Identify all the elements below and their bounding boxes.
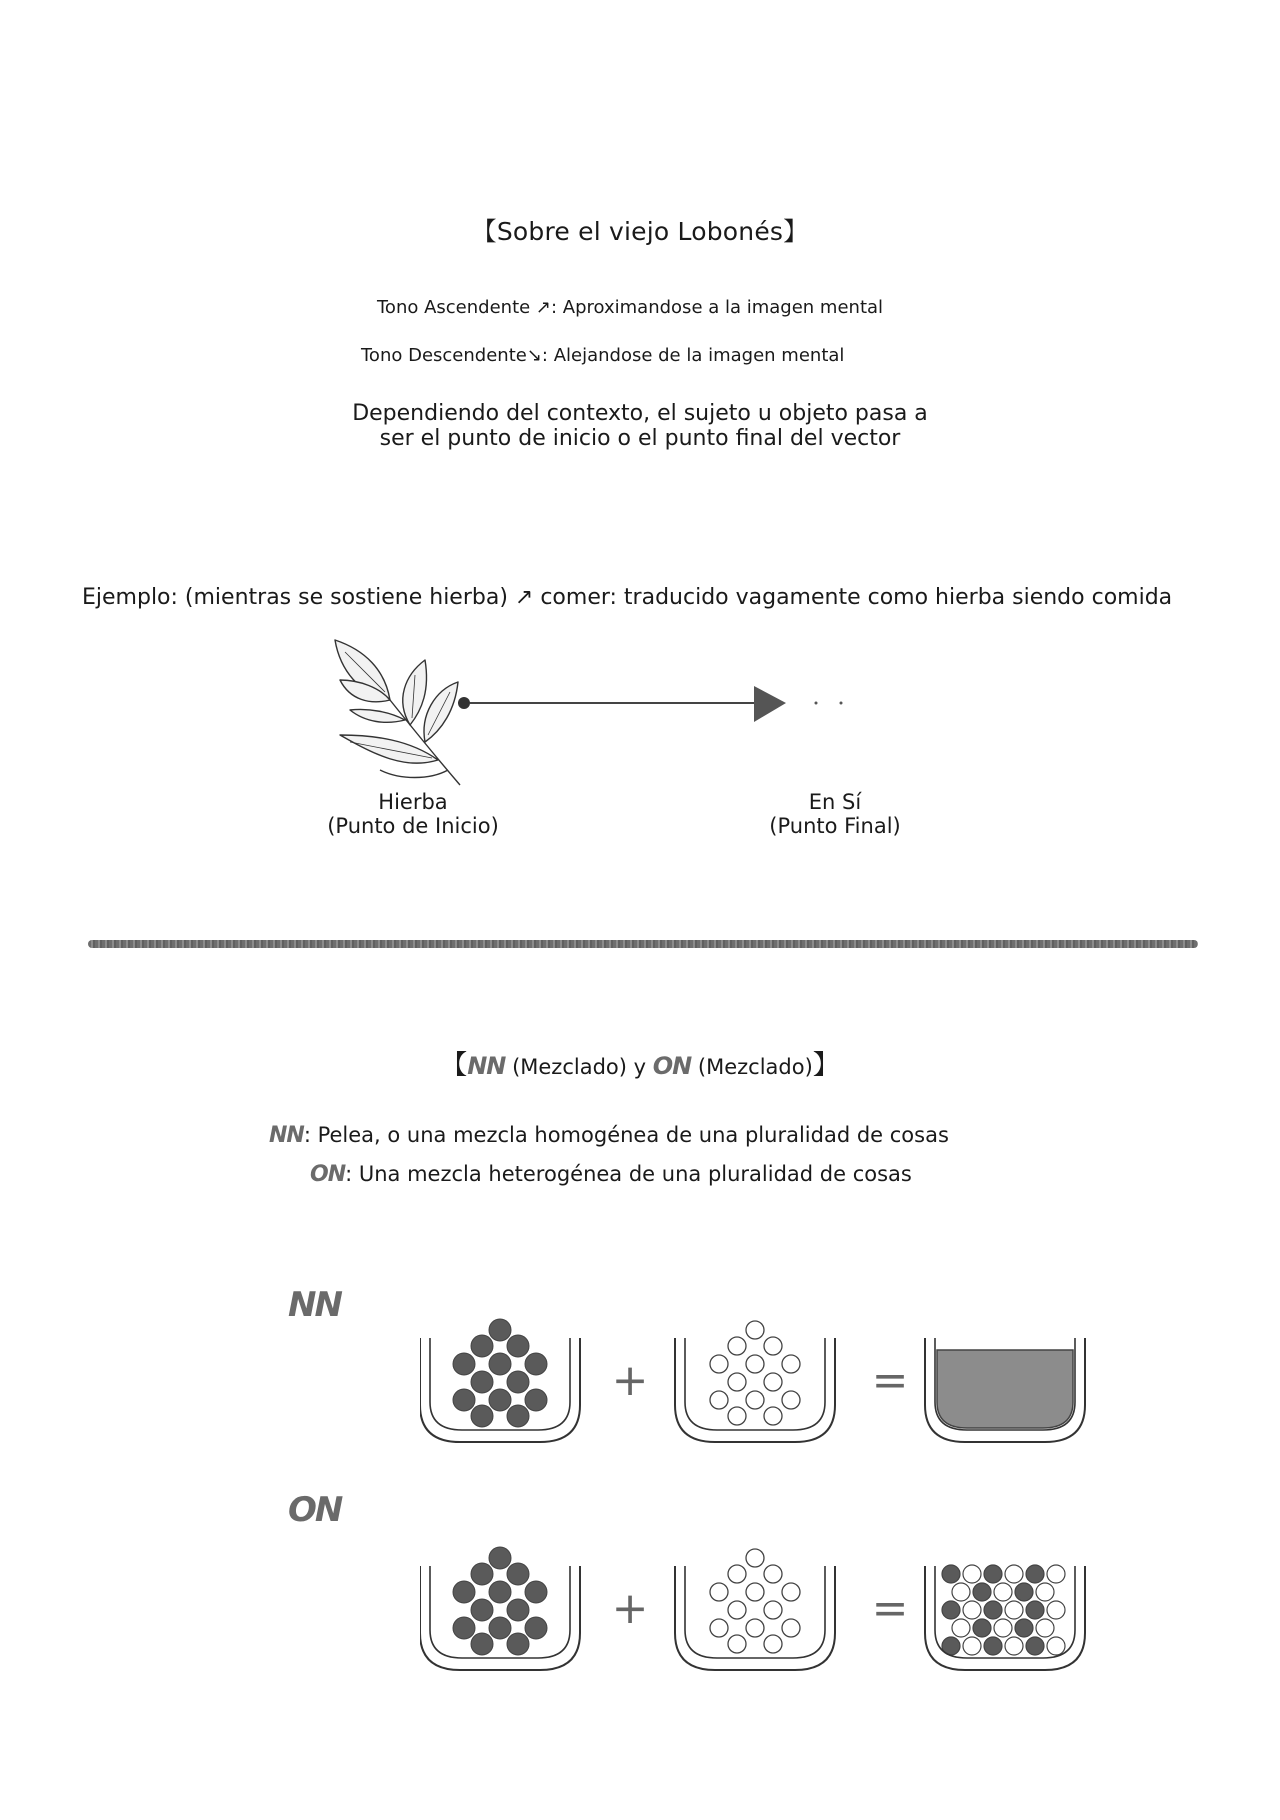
dark-ball	[973, 1583, 991, 1601]
nn-mixing-diagram	[420, 1310, 1100, 1450]
light-ball	[746, 1549, 764, 1567]
light-ball	[952, 1619, 970, 1637]
start-point-label-line1: Hierba	[378, 790, 448, 814]
bowl-inner-outline	[430, 1338, 570, 1430]
light-ball	[710, 1619, 728, 1637]
light-ball	[728, 1407, 746, 1425]
dark-ball	[942, 1601, 960, 1619]
dark-ball	[507, 1599, 529, 1621]
light-ball	[728, 1601, 746, 1619]
title-text-2: (Mezclado)	[691, 1055, 813, 1079]
nn-definition	[269, 1123, 949, 1148]
homogeneous-fill	[937, 1350, 1073, 1428]
dark-ball	[1015, 1583, 1033, 1601]
dark-ball	[525, 1581, 547, 1603]
light-ball	[1047, 1637, 1065, 1655]
dark-ball	[489, 1617, 511, 1639]
light-ball	[782, 1355, 800, 1373]
light-ball	[1005, 1601, 1023, 1619]
dark-ball	[489, 1389, 511, 1411]
dark-ball	[489, 1581, 511, 1603]
on-definition	[310, 1162, 912, 1187]
dark-ball	[507, 1633, 529, 1655]
light-ball	[764, 1337, 782, 1355]
nn-definition-text: : Pelea, o una mezcla homogénea de una pluralidad de cosas	[303, 1123, 949, 1147]
dark-ball	[1026, 1637, 1044, 1655]
light-ball	[963, 1637, 981, 1655]
title-bracket-close: 】	[812, 1050, 840, 1081]
dark-ball	[984, 1637, 1002, 1655]
dark-ball	[507, 1371, 529, 1393]
light-ball	[746, 1583, 764, 1601]
light-ball	[728, 1565, 746, 1583]
light-ball	[994, 1619, 1012, 1637]
start-point-label-line2: (Punto de Inicio)	[327, 814, 499, 838]
light-ball	[782, 1391, 800, 1409]
bowl-heterogeneous-mixture	[925, 1565, 1085, 1670]
dark-ball	[471, 1371, 493, 1393]
light-ball	[1047, 1565, 1065, 1583]
bowl-light-balls	[675, 1549, 835, 1670]
light-ball	[764, 1407, 782, 1425]
tone-rising-line: Tono Ascendente ↗: Aproximandose a la imagen mental	[377, 297, 884, 318]
light-ball	[710, 1355, 728, 1373]
on-mixing-diagram	[420, 1538, 1100, 1678]
dark-ball	[489, 1547, 511, 1569]
light-ball	[1036, 1619, 1054, 1637]
end-point-label-line2: (Punto Final)	[769, 814, 901, 838]
dark-ball	[942, 1565, 960, 1583]
equals-sign: =	[871, 1355, 909, 1406]
plus-sign: +	[611, 1355, 649, 1406]
title-nn-logo: NN	[467, 1052, 506, 1080]
light-ball	[1047, 1601, 1065, 1619]
light-ball	[963, 1601, 981, 1619]
dark-ball	[453, 1389, 475, 1411]
bowl-homogeneous-mixture	[925, 1338, 1085, 1442]
bowl-light-balls	[675, 1321, 835, 1442]
dark-ball	[525, 1389, 547, 1411]
dark-ball	[1015, 1619, 1033, 1637]
light-ball	[1005, 1637, 1023, 1655]
grass-sprig-icon	[335, 640, 460, 785]
equals-sign: =	[871, 1583, 909, 1634]
light-ball	[994, 1583, 1012, 1601]
light-ball	[764, 1373, 782, 1391]
bowl-dark-balls	[420, 1319, 580, 1442]
dark-ball	[471, 1633, 493, 1655]
on-logo: ON	[310, 1162, 346, 1187]
end-point-label-line1: En Sí	[808, 790, 862, 814]
dark-ball	[471, 1563, 493, 1585]
end-point-label	[735, 790, 935, 838]
vector-arrowhead-icon	[754, 686, 786, 722]
light-ball	[782, 1583, 800, 1601]
light-ball	[710, 1583, 728, 1601]
title-text-1: (Mezclado) y	[505, 1055, 653, 1079]
dark-ball	[453, 1581, 475, 1603]
description-line-1: Dependiendo del contexto, el sujeto u objeto pasa a	[352, 401, 928, 426]
nn-row-label: NN	[288, 1285, 341, 1325]
section-title-mixed	[0, 1043, 1280, 1082]
vector-start-point	[458, 697, 470, 709]
on-definition-text: : Una mezcla heterogénea de una pluralidad de cosas	[345, 1162, 912, 1186]
dark-ball	[525, 1617, 547, 1639]
description-line-2: ser el punto de inicio o el punto final del vector	[379, 426, 901, 451]
bowl-inner-outline	[430, 1566, 570, 1658]
light-ball	[1005, 1565, 1023, 1583]
dark-ball	[453, 1617, 475, 1639]
dark-ball	[525, 1353, 547, 1375]
light-ball	[728, 1635, 746, 1653]
light-ball	[746, 1619, 764, 1637]
dark-ball	[973, 1619, 991, 1637]
section-title-lobones: 【Sobre el viejo Lobonés】	[471, 217, 809, 246]
dark-ball	[489, 1353, 511, 1375]
dark-ball	[1026, 1565, 1044, 1583]
section-divider	[88, 940, 1198, 948]
plus-sign: +	[611, 1583, 649, 1634]
dark-ball	[507, 1563, 529, 1585]
light-ball	[782, 1619, 800, 1637]
nn-logo: NN	[269, 1123, 304, 1148]
dark-ball	[471, 1335, 493, 1357]
light-ball	[963, 1565, 981, 1583]
start-point-label	[308, 790, 518, 838]
dark-ball	[1026, 1601, 1044, 1619]
light-ball	[728, 1373, 746, 1391]
light-ball	[1036, 1583, 1054, 1601]
title-bracket-open: 【	[440, 1050, 468, 1081]
dark-ball	[507, 1405, 529, 1427]
light-ball	[764, 1565, 782, 1583]
light-ball	[952, 1583, 970, 1601]
example-sentence: Ejemplo: (mientras se sostiene hierba) ↗ comer: traducido vagamente como hierba siendo comida	[82, 585, 1173, 610]
light-ball	[710, 1391, 728, 1409]
dark-ball	[507, 1335, 529, 1357]
light-ball	[746, 1321, 764, 1339]
dark-ball	[489, 1319, 511, 1341]
on-row-label: ON	[288, 1490, 342, 1530]
vector-diagram	[320, 630, 880, 790]
bowl-inner-outline	[685, 1566, 825, 1658]
dark-ball	[984, 1601, 1002, 1619]
bowl-inner-outline	[685, 1338, 825, 1430]
light-ball	[746, 1355, 764, 1373]
dark-ball	[984, 1565, 1002, 1583]
dark-ball	[471, 1405, 493, 1427]
light-ball	[764, 1635, 782, 1653]
light-ball	[764, 1601, 782, 1619]
title-on-logo: ON	[652, 1052, 692, 1080]
tone-falling-line: Tono Descendente↘: Alejandose de la imagen mental	[361, 345, 845, 366]
dark-ball	[471, 1599, 493, 1621]
light-ball	[746, 1391, 764, 1409]
dark-ball	[453, 1353, 475, 1375]
light-ball	[728, 1337, 746, 1355]
bowl-dark-balls	[420, 1547, 580, 1670]
